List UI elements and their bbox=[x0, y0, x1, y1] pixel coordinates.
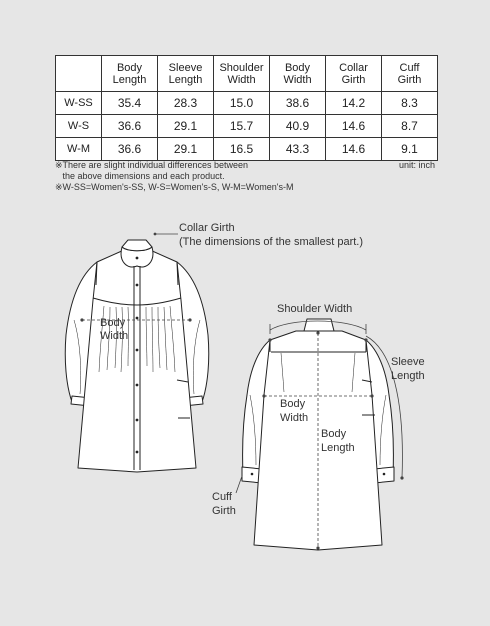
table-cell: 14.2 bbox=[326, 92, 382, 115]
shoulder-width-label: Shoulder Width bbox=[277, 303, 353, 315]
note-line-3: ※W-SS=Women's-SS, W-S=Women's-S, W-M=Women's-M bbox=[55, 182, 294, 192]
cuff-girth-leader bbox=[236, 476, 242, 493]
table-header-sleeve-length: Sleeve Length bbox=[158, 56, 214, 92]
body-length-label-1: Body bbox=[321, 428, 347, 440]
table-cell: 16.5 bbox=[214, 138, 270, 161]
table-cell: 43.3 bbox=[270, 138, 326, 161]
table-cell: 8.3 bbox=[382, 92, 438, 115]
table-cell: 15.7 bbox=[214, 115, 270, 138]
row-size-label: W-M bbox=[56, 138, 102, 161]
table-cell: 29.1 bbox=[158, 138, 214, 161]
body-length-label-2: Length bbox=[321, 442, 355, 454]
note-line-2: the above dimensions and each product. bbox=[55, 171, 225, 181]
row-size-label: W-SS bbox=[56, 92, 102, 115]
table-cell: 9.1 bbox=[382, 138, 438, 161]
front-body-width-label-1: Body bbox=[100, 317, 126, 329]
cuff-girth-label-2: Girth bbox=[212, 505, 236, 517]
table-header-body-width: Body Width bbox=[270, 56, 326, 92]
table-cell: 8.7 bbox=[382, 115, 438, 138]
table-cell: 14.6 bbox=[326, 115, 382, 138]
row-size-label: W-S bbox=[56, 115, 102, 138]
back-body-width-label-1: Body bbox=[280, 398, 306, 410]
table-cell: 14.6 bbox=[326, 138, 382, 161]
table-cell: 36.6 bbox=[102, 115, 158, 138]
front-dress-illustration bbox=[65, 240, 209, 472]
back-body-width-label-2: Width bbox=[280, 412, 309, 424]
collar-girth-label: Collar Girth bbox=[179, 222, 235, 234]
sleeve-length-label-2: Length bbox=[391, 370, 425, 382]
table-header-shoulder-width: Shoulder Width bbox=[214, 56, 270, 92]
front-body-width-label-2: Width bbox=[100, 330, 129, 342]
table-cell: 29.1 bbox=[158, 115, 214, 138]
note-line-1: ※There are slight individual differences between bbox=[55, 160, 248, 170]
sleeve-length-label-1: Sleeve bbox=[391, 356, 425, 368]
table-cell: 35.4 bbox=[102, 92, 158, 115]
table-cell: 38.6 bbox=[270, 92, 326, 115]
unit-label: unit: inch bbox=[398, 160, 435, 170]
table-cell: 40.9 bbox=[270, 115, 326, 138]
table-header-cuff-girth: Cuff Girth bbox=[382, 56, 438, 92]
cuff-girth-label-1: Cuff bbox=[212, 491, 232, 503]
collar-girth-note: (The dimensions of the smallest part.) bbox=[179, 236, 364, 248]
table-header-body-length: Body Length bbox=[102, 56, 158, 92]
table-cell: 28.3 bbox=[158, 92, 214, 115]
table-header-collar-girth: Collar Girth bbox=[326, 56, 382, 92]
table-cell: 15.0 bbox=[214, 92, 270, 115]
table-cell: 36.6 bbox=[102, 138, 158, 161]
